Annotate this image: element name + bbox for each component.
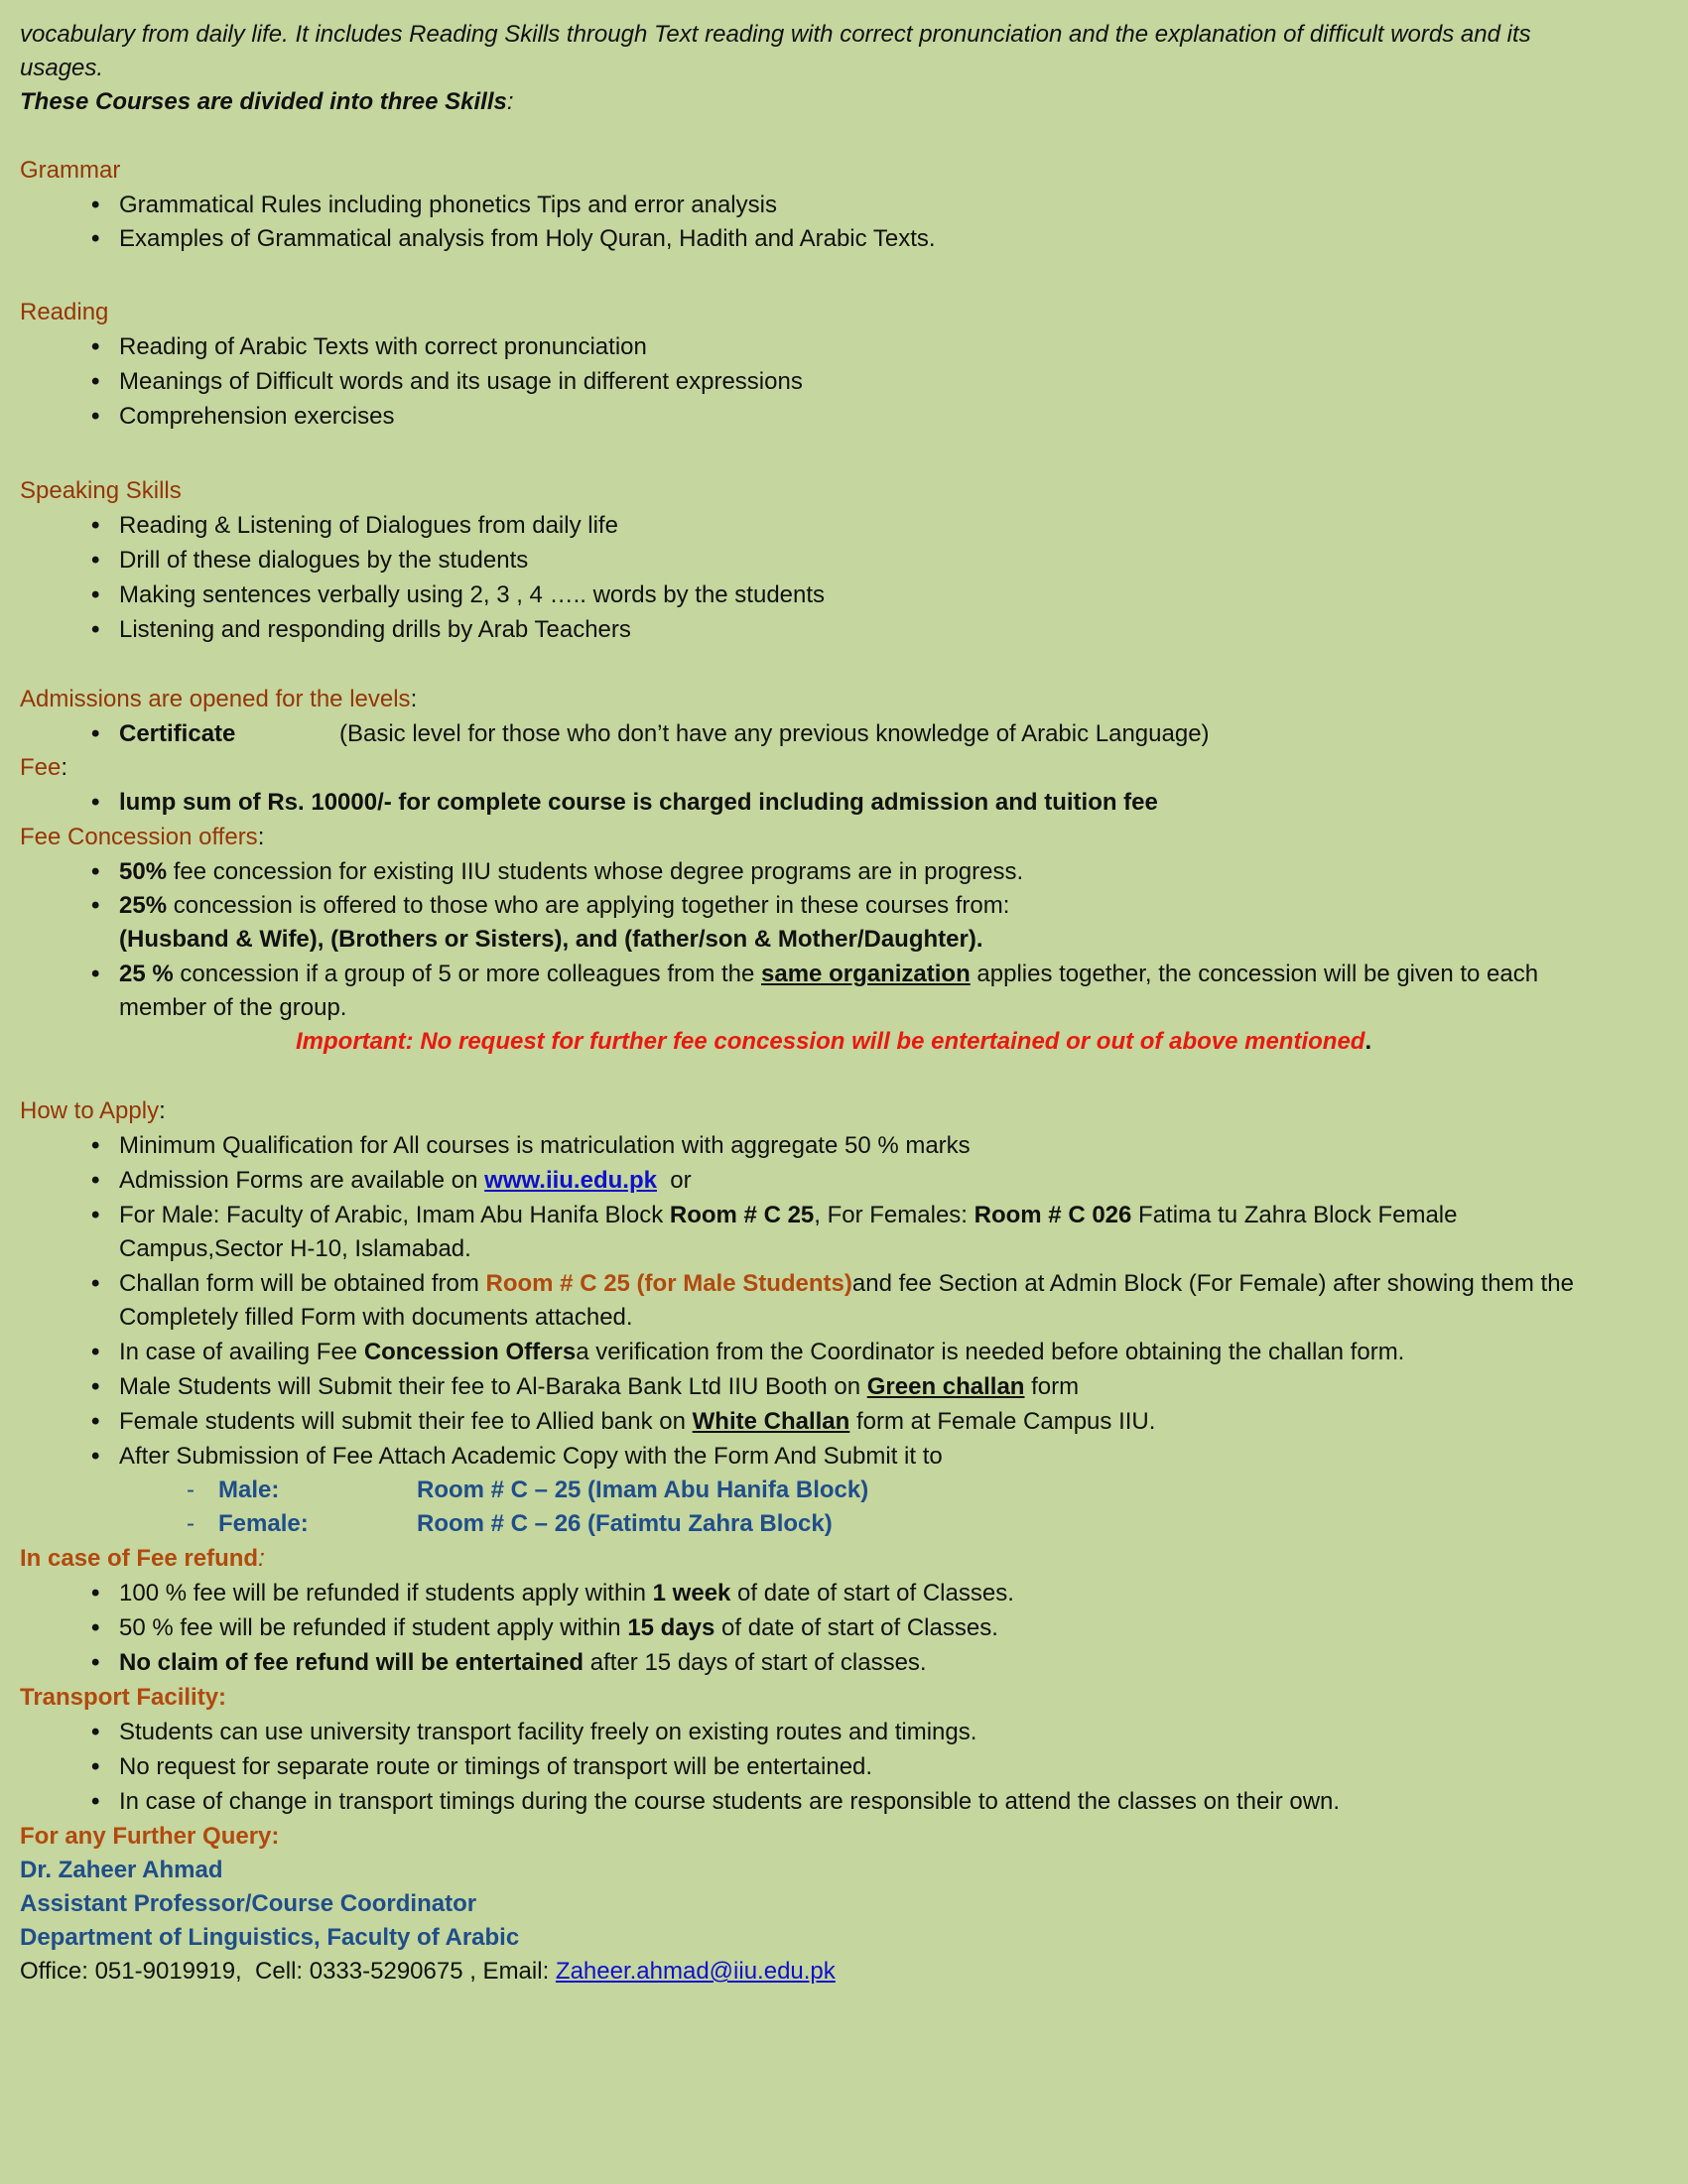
apply-text: For Male: Faculty of Arabic, Imam Abu Hanifa Block <box>119 1202 670 1228</box>
apply-text: Female students will submit their fee to Allied bank on <box>119 1408 693 1435</box>
refund-text: of date of start of Classes. <box>714 1614 998 1641</box>
apply-text: Male Students will Submit their fee to Al-Baraka Bank Ltd IIU Booth on <box>119 1373 867 1400</box>
apply-item-4-line2: Completely filled Form with documents attached. <box>119 1304 633 1331</box>
apply-item-8: After Submission of Fee Attach Academic Copy with the Form And Submit it to <box>119 1443 943 1470</box>
apply-item-3 <box>119 1199 1668 1232</box>
fee-item: lump sum of Rs. 10000/- for complete course is charged including admission and tuition fee <box>119 789 1158 816</box>
bullet-icon: • <box>91 368 100 395</box>
bullet-icon: • <box>91 1132 100 1159</box>
grammar-item-2: Examples of Grammatical analysis from Holy Quran, Hadith and Arabic Texts. <box>119 225 936 252</box>
white-challan-text: White Challan <box>692 1408 850 1435</box>
concession-text: concession if a group of 5 or more colleagues from the <box>173 961 762 987</box>
bullet-icon: • <box>91 892 100 919</box>
concession-item-1 <box>119 855 1023 889</box>
important-note <box>296 1025 1668 1059</box>
reading-heading: Reading <box>20 299 109 325</box>
refund-text: after 15 days of start of classes. <box>584 1649 927 1676</box>
same-organization-text: same organization <box>761 961 971 987</box>
reading-item-3: Comprehension exercises <box>119 403 395 430</box>
concession-text: concession is offered to those who are applying together in these courses from: <box>167 892 1010 919</box>
refund-item-3 <box>119 1646 927 1680</box>
admissions-heading <box>20 683 1668 716</box>
speaking-heading: Speaking Skills <box>20 477 182 504</box>
apply-item-4 <box>119 1267 1574 1301</box>
apply-item-3-line2: Campus,Sector H-10, Islamabad. <box>119 1235 471 1262</box>
refund-item-2 <box>119 1611 998 1645</box>
speaking-item-2: Drill of these dialogues by the students <box>119 547 529 574</box>
intro-line-1: vocabulary from daily life. It includes Reading Skills through Text reading with correct pronunciation and the explanation of difficult words and its <box>20 21 1531 48</box>
coordinator-title: Assistant Professor/Course Coordinator <box>20 1890 477 1917</box>
transport-item-2: No request for separate route or timings of transport will be entertained. <box>119 1753 873 1780</box>
transport-item-1: Students can use university transport facility freely on existing routes and timings. <box>119 1719 977 1745</box>
female-label: Female: <box>218 1510 309 1537</box>
bullet-icon: • <box>91 858 100 885</box>
bullet-icon: • <box>91 1580 100 1606</box>
concession-item-3-line2: member of the group. <box>119 994 347 1021</box>
query-heading: For any Further Query: <box>20 1823 280 1850</box>
apply-text: , For Females: <box>814 1202 974 1228</box>
bullet-icon: • <box>91 192 100 218</box>
website-link[interactable]: www.iiu.edu.pk <box>484 1167 657 1194</box>
apply-text: Admission Forms are available on <box>119 1167 485 1194</box>
transport-item-3: In case of change in transport timings during the course students are responsible to attend the classes on their own. <box>119 1788 1341 1815</box>
apply-colon: : <box>159 1097 166 1124</box>
intro-line-3 <box>20 85 1668 119</box>
bullet-icon: • <box>91 616 100 643</box>
contact-line <box>20 1955 1668 1989</box>
bullet-icon: • <box>91 1649 100 1676</box>
apply-text-wrap <box>119 1199 1457 1232</box>
intro-line-2: usages. <box>20 55 104 81</box>
concession-heading-text: Fee Concession offers <box>20 824 258 850</box>
concession-item-3 <box>119 958 1538 991</box>
apply-text: or <box>656 1167 692 1194</box>
female-room: Room # C – 26 (Fatimtu Zahra Block) <box>417 1510 833 1537</box>
apply-text: a verification from the Coordinator is needed before obtaining the challan form. <box>576 1339 1405 1365</box>
refund-bold: No claim of fee refund will be entertained <box>119 1649 584 1676</box>
male-room: Room # C – 25 (Imam Abu Hanifa Block) <box>417 1477 869 1503</box>
refund-text: of date of start of Classes. <box>730 1580 1014 1606</box>
admission-level: Certificate <box>119 720 236 747</box>
challan-room-text: Room # C 25 (for Male Students) <box>485 1270 852 1297</box>
refund-text: 100 % fee will be refunded if students apply within <box>119 1580 653 1606</box>
apply-item-6 <box>119 1370 1079 1404</box>
refund-colon: : <box>258 1545 265 1572</box>
bullet-icon: • <box>91 1373 100 1400</box>
intro-skills-text: These Courses are divided into three Skills <box>20 88 507 115</box>
speaking-item-1: Reading & Listening of Dialogues from daily life <box>119 512 618 539</box>
coordinator-dept: Department of Linguistics, Faculty of Arabic <box>20 1924 520 1951</box>
reading-item-2: Meanings of Difficult words and its usage in different expressions <box>119 368 803 395</box>
bullet-icon: • <box>91 961 100 987</box>
male-label: Male: <box>218 1477 280 1503</box>
bullet-icon: • <box>91 1719 100 1745</box>
bullet-icon: • <box>91 789 100 816</box>
dash-icon: - <box>187 1510 195 1537</box>
apply-item-7 <box>119 1405 1155 1439</box>
intro-colon: : <box>506 88 514 115</box>
bullet-icon: • <box>91 1408 100 1435</box>
fee-heading <box>20 751 1668 785</box>
green-challan-text: Green challan <box>866 1373 1025 1400</box>
refund-heading <box>20 1542 1668 1576</box>
concession-percent: 25% <box>119 892 168 919</box>
speaking-item-3: Making sentences verbally using 2, 3 , 4 ….. words by the students <box>119 581 826 608</box>
concession-offers-text: Concession Offers <box>363 1339 577 1365</box>
apply-heading <box>20 1094 1668 1128</box>
refund-text: 50 % fee will be refunded if student apply within <box>119 1614 628 1641</box>
email-link[interactable]: Zaheer.ahmad@iiu.edu.pk <box>555 1958 836 1985</box>
bullet-icon: • <box>91 403 100 430</box>
female-room-text: Room # C 026 <box>974 1202 1132 1228</box>
apply-text: form <box>1024 1373 1080 1400</box>
reading-item-1: Reading of Arabic Texts with correct pronunciation <box>119 333 647 360</box>
refund-item-1 <box>119 1577 1014 1610</box>
apply-text: form at Female Campus IIU. <box>849 1408 1156 1435</box>
refund-period: 15 days <box>627 1614 715 1641</box>
apply-text: In case of availing Fee <box>119 1339 364 1365</box>
concession-item-2-line2: (Husband & Wife), (Brothers or Sisters), and (father/son & Mother/Daughter). <box>119 926 983 953</box>
bullet-icon: • <box>91 1270 100 1297</box>
apply-text: Fatima tu Zahra Block Female <box>1131 1202 1458 1228</box>
apply-text: Challan form will be obtained from <box>119 1270 486 1297</box>
bullet-icon: • <box>91 1443 100 1470</box>
grammar-item-1: Grammatical Rules including phonetics Tips and error analysis <box>119 192 777 218</box>
concession-text: fee concession for existing IIU students whose degree programs are in progress. <box>167 858 1024 885</box>
concession-percent: 50% <box>119 858 168 885</box>
fee-heading-text: Fee <box>20 754 62 781</box>
important-dot: . <box>1364 1028 1372 1055</box>
refund-heading-text: In case of Fee refund <box>20 1545 259 1572</box>
contact-text: Office: 051-9019919, Cell: 0333-5290675 , Email: <box>20 1958 556 1985</box>
grammar-heading: Grammar <box>20 157 121 184</box>
concession-item-2 <box>119 889 1009 923</box>
refund-period: 1 week <box>652 1580 731 1606</box>
bullet-icon: • <box>91 333 100 360</box>
speaking-item-4: Listening and responding drills by Arab Teachers <box>119 616 631 643</box>
apply-item-1: Minimum Qualification for All courses is matriculation with aggregate 50 % marks <box>119 1132 971 1159</box>
concession-percent: 25 % <box>119 961 174 987</box>
bullet-icon: • <box>91 1339 100 1365</box>
concession-heading <box>20 821 1668 854</box>
bullet-icon: • <box>91 581 100 608</box>
important-text: Important: No request for further fee concession will be entertained or out of above mentioned <box>296 1028 1365 1055</box>
bullet-icon: • <box>91 1167 100 1194</box>
bullet-icon: • <box>91 720 100 747</box>
apply-heading-text: How to Apply <box>20 1097 160 1124</box>
dash-icon: - <box>187 1477 195 1503</box>
apply-item-2 <box>119 1164 692 1198</box>
bullet-icon: • <box>91 547 100 574</box>
admissions-heading-text: Admissions are opened for the levels <box>20 686 411 712</box>
bullet-icon: • <box>91 512 100 539</box>
admission-level-desc: (Basic level for those who don’t have any previous knowledge of Arabic Language) <box>339 720 1210 747</box>
admissions-colon: : <box>410 686 418 712</box>
apply-item-5 <box>119 1336 1404 1369</box>
bullet-icon: • <box>91 1614 100 1641</box>
transport-heading: Transport Facility: <box>20 1684 227 1711</box>
male-room-text: Room # C 25 <box>669 1202 815 1228</box>
coordinator-name: Dr. Zaheer Ahmad <box>20 1857 223 1883</box>
bullet-icon: • <box>91 225 100 252</box>
bullet-icon: • <box>91 1788 100 1815</box>
apply-text: and fee Section at Admin Block (For Female) after showing them the <box>851 1270 1574 1297</box>
fee-colon: : <box>61 754 68 781</box>
concession-text: applies together, the concession will be given to each <box>970 961 1539 987</box>
concession-colon: : <box>257 824 265 850</box>
bullet-icon: • <box>91 1202 100 1228</box>
bullet-icon: • <box>91 1753 100 1780</box>
